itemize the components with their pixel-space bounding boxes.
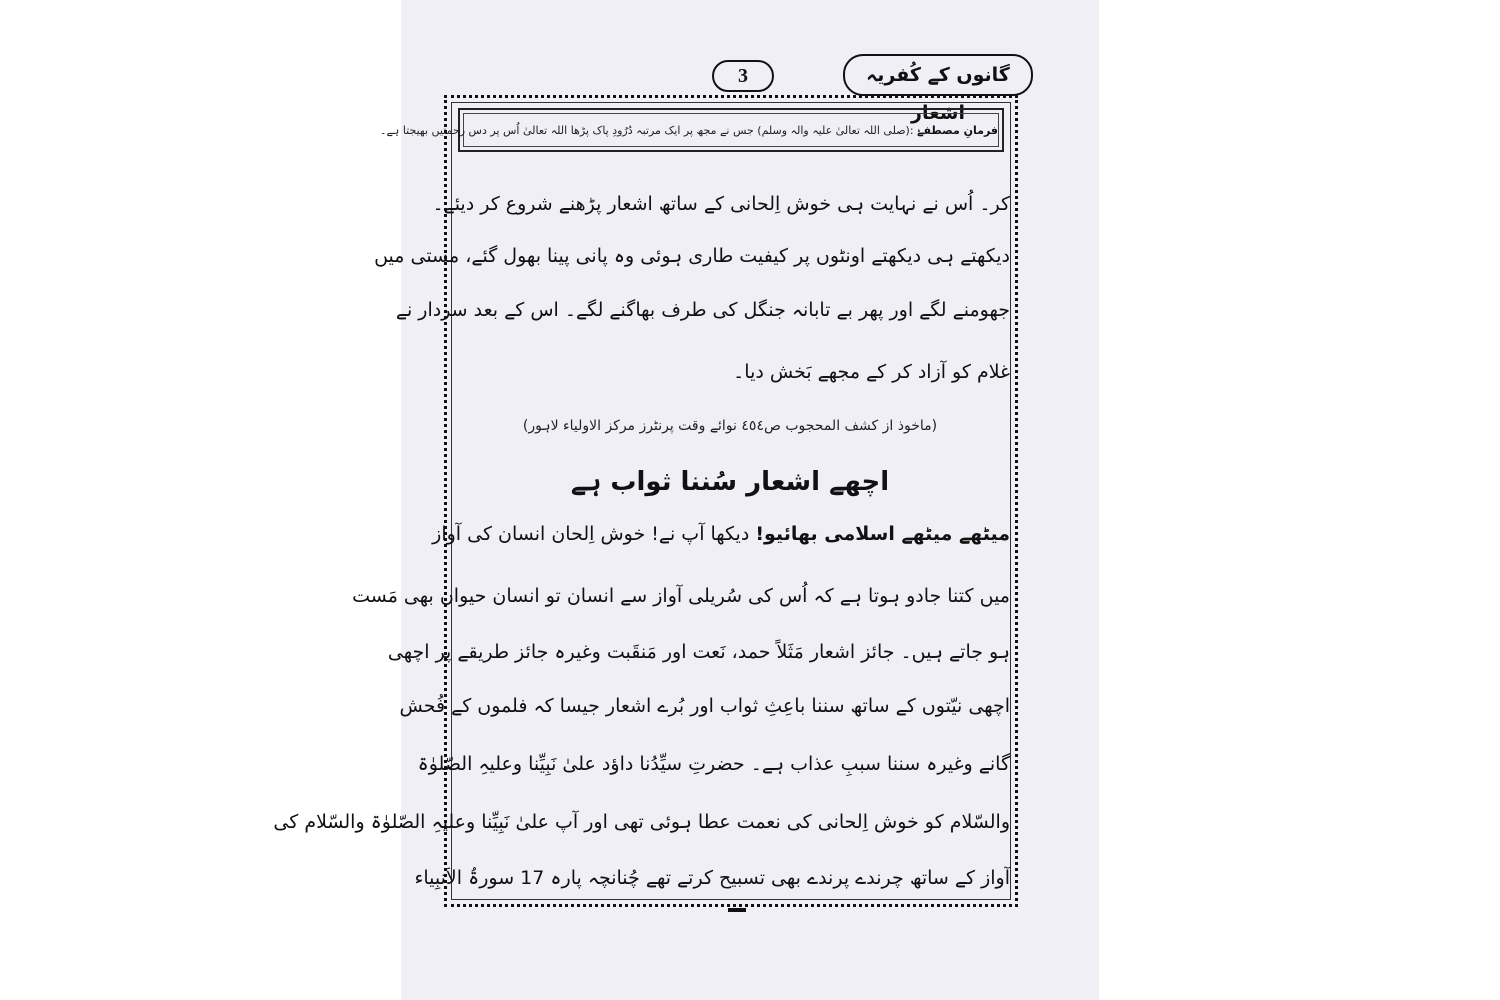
paragraph1-line-1: کر۔ اُس نے نہایت ہی خوش اِلحانی کے ساتھ اشعار پڑھنے شروع کر دیئے۔ — [432, 193, 1010, 215]
page-number: 3 — [712, 60, 774, 92]
paragraph2-line-5: گانے وغیرہ سننا سببِ عذاب ہے۔ حضرتِ سیِّدُنا داؤد علیٰ نَبِیِّنا وعلیہِ الصّلوٰۃ — [417, 753, 1010, 775]
section-heading: اچھے اشعار سُننا ثواب ہے — [570, 467, 890, 497]
bottom-page-mark — [728, 908, 746, 912]
hadith-box — [380, 108, 1004, 152]
paragraph1-line-3: جھومنے لگے اور پھر بے تابانہ جنگل کی طرف بھاگنے لگے۔ اس کے بعد سردار نے — [395, 299, 1010, 321]
paragraph2-line-3: ہو جاتے ہیں۔ جائز اشعار مَثَلاً حمد، نَعت اور مَنقَبت وغیرہ جائز طریقے پر اچھی — [387, 641, 1010, 663]
paragraph2-line-4: اچھی نیّتوں کے ساتھ سننا باعِثِ ثواب اور بُرے اشعار جیسا کہ فلموں کے فُحش — [399, 695, 1010, 717]
hadith-text: :(صلی اللہ تعالیٰ علیہ والہ وسلم) جس نے مجھ پر ایک مرتبہ دُرُودِ پاک پڑھا اللہ تعالیٰ اُس پر دس رحمتیں بھیجتا ہے۔ — [380, 124, 914, 137]
paragraph2-line-1-rest: دیکھا آپ نے! خوش اِلحان انسان کی آواز — [432, 523, 750, 545]
paragraph2-opening: میٹھے میٹھے اسلامی بھائیو! — [755, 523, 1010, 545]
paragraph2-line-1 — [432, 516, 1010, 552]
book-title-badge: گانوں کے کُفریہ اشعار — [843, 54, 1033, 96]
paragraph1-line-4: غلام کو آزاد کر کے مجھے بَخش دیا۔ — [733, 361, 1010, 383]
paragraph1-line-2: دیکھتے ہی دیکھتے اونٹوں پر کیفیت طاری ہوئی وہ پانی پینا بھول گئے، مستی میں — [374, 245, 1010, 267]
paragraph2-line-7: آواز کے ساتھ چرندے پرندے بھی تسبیح کرتے تھے چُنانچہ پارہ 17 سورۃُ الاَنبِیاء — [414, 867, 1010, 889]
source-reference: (ماخوذ از کشف المحجوب ص٤٥٤ نوائے وقت پرنٹرز مرکز الاولیاء لاہور) — [522, 418, 938, 434]
paragraph2-line-6: والسّلام کو خوش اِلحانی کی نعمت عطا ہوئی تھی اور آپ علیٰ نَبِیِّنا وعلیہِ الصّلوٰۃ والسّلام کی — [273, 811, 1010, 833]
paragraph2-line-2: میں کتنا جادو ہوتا ہے کہ اُس کی سُریلی آواز سے انسان تو انسان حیوان بھی مَست — [352, 585, 1010, 607]
hadith-label: فرمانِ مصطفےٰ — [917, 124, 998, 137]
hadith-content — [380, 113, 999, 147]
